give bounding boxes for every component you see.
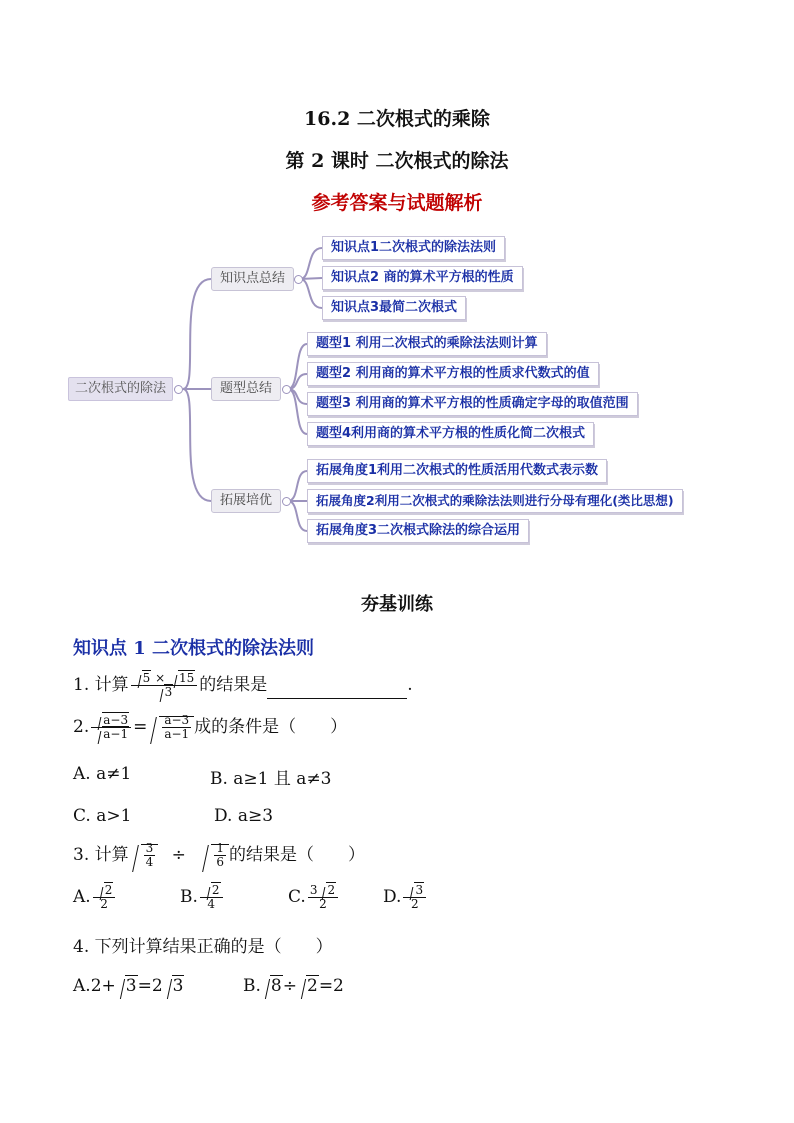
q2-left-fraction — [91, 714, 131, 741]
page-title: 16.2 二次根式的乘除 — [304, 108, 490, 130]
q3-option-b[interactable]: B. $\frac{2}{4}$ — [180, 884, 225, 911]
q2-equals: = — [133, 717, 148, 737]
mindmap-category-knowledge: 知识点总结 — [211, 267, 294, 291]
mindmap-category-types: 题型总结 — [211, 377, 281, 401]
q2-left-den: a−1 — [103, 727, 129, 741]
answer-blank[interactable] — [267, 682, 407, 699]
q2-right-root — [147, 714, 194, 741]
lesson-subtitle: 第 2 课时 二次根式的除法 — [285, 150, 509, 172]
q1-suffix: 的结果是 — [199, 675, 268, 695]
mindmap-leaf: 题型1 利用二次根式的乘除法法则计算 — [307, 332, 547, 356]
mindmap-leaf: 知识点2 商的算术平方根的性质 — [322, 266, 523, 290]
section-title: 夯基训练 — [361, 594, 433, 615]
question-1 — [73, 670, 413, 699]
question-3 — [73, 840, 365, 869]
q1-radicand-b: 15 — [178, 671, 195, 685]
mindmap-leaf: 拓展角度3二次根式除法的综合运用 — [307, 519, 529, 543]
q1-denominator: 3 — [164, 685, 173, 699]
q4-option-a[interactable]: A.2+ 3=2 3 — [73, 976, 184, 996]
q1-prefix: 1. 计算 — [73, 675, 129, 695]
q3-option-a[interactable]: A. $\frac{2}{2}$ — [73, 884, 117, 911]
q3-prefix: 3. 计算 — [73, 845, 129, 865]
q3-option-c[interactable]: C. $\frac{3 2}{2}$ — [288, 884, 340, 911]
q3-f1-den: 4 — [145, 855, 154, 869]
q2-left-num: a−3 — [103, 713, 129, 727]
question-2 — [73, 712, 347, 741]
q2-option-d[interactable]: D. a≥3 — [214, 806, 274, 826]
q2-right-den: a−1 — [164, 727, 190, 741]
mindmap-leaf: 拓展角度1利用二次根式的性质活用代数式表示数 — [307, 459, 607, 483]
q1-radicand-a: 5 — [142, 671, 151, 685]
mindmap-root: 二次根式的除法 — [68, 377, 173, 401]
collapse-toggle-icon[interactable] — [174, 385, 183, 394]
mindmap-leaf: 题型2 利用商的算术平方根的性质求代数式的值 — [307, 362, 599, 386]
question-4: 4. 下列计算结果正确的是（ ） — [73, 937, 333, 957]
q3-f1-num: 3 — [145, 841, 154, 855]
knowledge-point-heading: 知识点 1 二次根式的除法法则 — [73, 638, 315, 659]
mindmap-category-extension: 拓展培优 — [211, 489, 281, 513]
mindmap-leaf: 拓展角度2利用二次根式的乘除法法则进行分母有理化(类比思想) — [307, 489, 683, 513]
q3-root-a — [129, 842, 159, 869]
q2-option-c[interactable]: C. a>1 — [73, 806, 132, 826]
q3-f2-num: 1 — [216, 841, 224, 855]
collapse-toggle-icon[interactable] — [282, 385, 291, 394]
q3-root-b — [199, 842, 229, 869]
q3-option-d[interactable]: D. $\frac{3}{2}$ — [383, 884, 428, 911]
q2-right-num: a−3 — [164, 713, 190, 727]
collapse-toggle-icon[interactable] — [282, 497, 291, 506]
q3-f2-den: 6 — [216, 855, 224, 869]
mindmap-leaf: 知识点1二次根式的除法法则 — [322, 236, 505, 260]
q2-suffix: 成的条件是（ ） — [194, 717, 348, 737]
q3-suffix: 的结果是（ ） — [228, 845, 365, 865]
mindmap-leaf: 知识点3最简二次根式 — [322, 296, 466, 320]
q1-fraction — [131, 672, 198, 699]
q3-divide: ÷ — [171, 845, 186, 865]
answer-title: 参考答案与试题解析 — [311, 192, 483, 214]
collapse-toggle-icon[interactable] — [294, 275, 303, 284]
mindmap-leaf: 题型4利用商的算术平方根的性质化简二次根式 — [307, 422, 594, 446]
q4-option-b[interactable]: B. 8÷ 2=2 — [243, 976, 344, 996]
q1-end: . — [407, 675, 413, 695]
q2-prefix: 2. — [73, 717, 90, 737]
mindmap-leaf: 题型3 利用商的算术平方根的性质确定字母的取值范围 — [307, 392, 638, 416]
q2-option-b[interactable]: B. a≥1 且 a≠3 — [210, 769, 332, 789]
q2-option-a[interactable]: A. a≠1 — [73, 764, 132, 784]
q1-times: × — [155, 671, 166, 685]
